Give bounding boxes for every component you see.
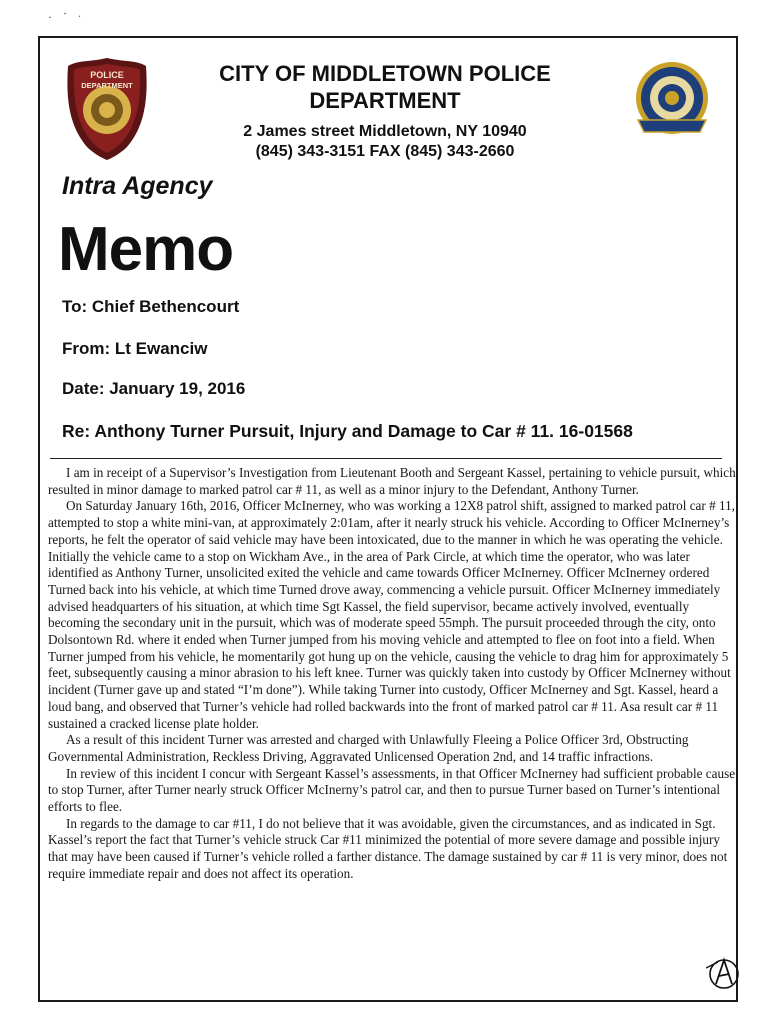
org-address: 2 James street Middletown, NY 10940 bbox=[243, 123, 527, 140]
body-paragraph-4: In review of this incident I concur with Sergeant Kassel’s assessments, in that Officer McInerney had sufficient probable cause to stop Turner, after Turner nearly struck Officer McInerny’s patrol car, and then to pursue Turner based on Turner’s intentional efforts to flee. bbox=[48, 765, 736, 815]
body-paragraph-3: As a result of this incident Turner was arrested and charged with Unlawfully Fleeing a Police Officer 3rd, Obstructing Governmental Administration, Reckless Driving, Aggravated Unlicensed Operation 2nd, and 14 traffic infractions. bbox=[48, 732, 689, 764]
memo-title: Memo bbox=[58, 215, 234, 284]
svg-text:POLICE: POLICE bbox=[90, 70, 124, 80]
header-divider bbox=[50, 458, 722, 459]
memo-date: Date: January 19, 2016 bbox=[62, 379, 246, 398]
memo-to: To: Chief Bethencourt bbox=[62, 297, 240, 316]
letterhead bbox=[160, 60, 610, 162]
memo-body bbox=[48, 465, 738, 883]
org-name-line2: DEPARTMENT bbox=[309, 88, 461, 113]
body-paragraph-1: I am in receipt of a Supervisor’s Investigation from Lieutenant Booth and Sergeant Kassel, pertaining to vehicle pursuit, which resulted in minor damage to marked patrol car # 11, as well as a minor injury to the Defendant, Anthony Turner. bbox=[48, 465, 736, 497]
svg-text:DEPARTMENT: DEPARTMENT bbox=[81, 81, 133, 90]
handwritten-initials-icon bbox=[706, 950, 742, 994]
org-name-line1: CITY OF MIDDLETOWN POLICE bbox=[219, 61, 551, 86]
scan-marks: · ˊ ˑ bbox=[48, 10, 86, 24]
city-seal-icon bbox=[630, 58, 714, 142]
intra-agency-label: Intra Agency bbox=[62, 172, 213, 200]
memo-subject: Re: Anthony Turner Pursuit, Injury and Damage to Car # 11. 16-01568 bbox=[62, 421, 633, 441]
body-paragraph-2: On Saturday January 16th, 2016, Officer McInerney, who was working a 12X8 patrol shift, assigned to marked patrol car # 11, attempted to stop a white mini-van, at approximately 2:01am, after it nearly struck his vehicle. According to Officer McInerney’s reports, he felt the operator of said vehicle may have been intoxicated, due to the manner in which he was operating the vehicle. Initially the vehicle came to a stop on Wickham Ave., in the area of Park Circle, at which time the operator, who was later identified as Anthony Turner, unsolicited exited the vehicle and came towards Officer McInerney. Officer McInerney ordered Turned back into his vehicle, at which time Turned drove away, commencing a vehicle pursuit. Officer McInerney immediately advised headquarters of his situation, at which time Sgt Kassel, the field supervisor, became actively involved, eventually becoming the secondary unit in the pursuit, which was of moderate speed 55mph. The pursuit proceeded through the city, onto Dolsontown Rd. where it ended when Turner jumped from his moving vehicle and attempted to flee on foot into a field. When Turner jumped from his vehicle, he momentarily got hung up on the vehicle, causing the vehicle to drag him for approximately 5 feet, subsequently causing a minor abrasion to his left knee. Turner was quickly taken into custody by Officer McInerney without incident (Turner gave up and stated “I’m done”). While taking Turner into custody, Officer McInerney and Sgt. Kassel, heard a loud bang, and observed that Turner’s vehicle had rolled backwards into the front of marked patrol car # 11. Asa result car # 11 sustained a cracked license plate holder. bbox=[48, 498, 735, 731]
body-paragraph-5: In regards to the damage to car #11, I do not believe that it was avoidable, given the circumstances, and as indicated in Sgt. Kassel’s report the fact that Turner’s vehicle struck Car #11 minimized the potential of more severe damage and possible injury that may have been caused if Turner’s vehicle rolled a farther distance. The damage sustained by car # 11 is very minor, does not require immediate repair and does not affect its operation. bbox=[48, 815, 728, 881]
memo-from: From: Lt Ewanciw bbox=[62, 339, 208, 358]
org-phone: (845) 343-3151 FAX (845) 343-2660 bbox=[255, 143, 515, 160]
police-badge-icon bbox=[64, 56, 150, 160]
